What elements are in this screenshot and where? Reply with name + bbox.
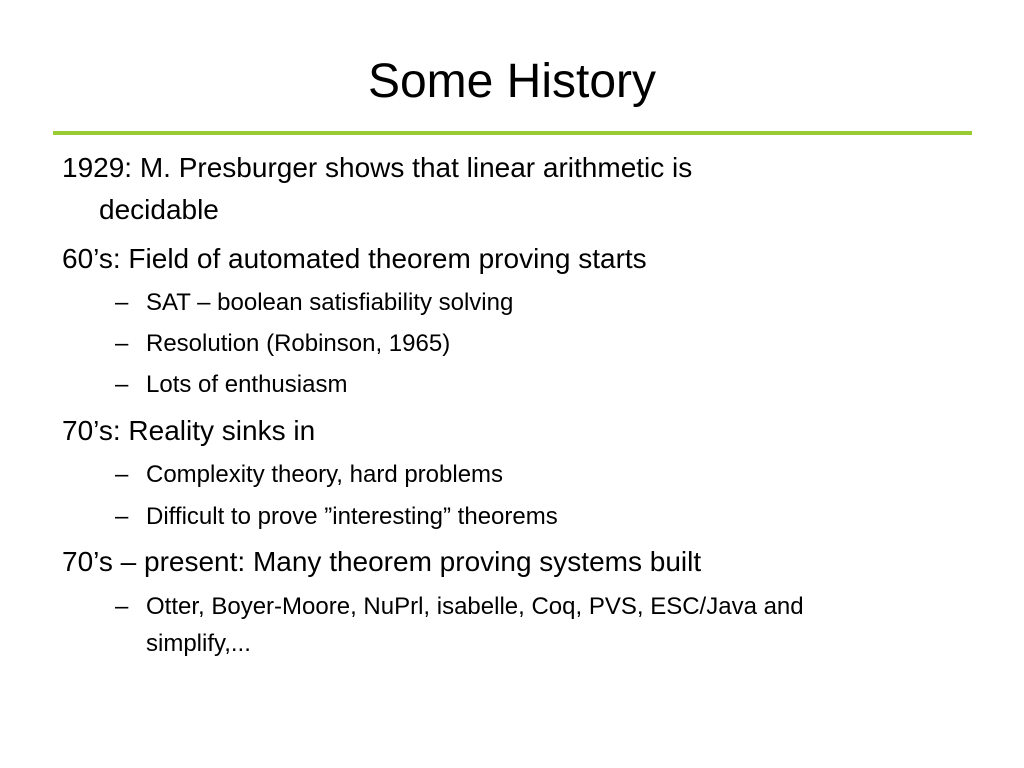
sub-bullet-dash: –: [115, 289, 129, 316]
sub-bullet-difficult: Difficult to prove ”interesting” theorems: [146, 503, 558, 530]
slide-title: Some History: [367, 55, 657, 108]
sub-bullet-dash: –: [115, 330, 129, 357]
sub-bullet-dash: –: [115, 503, 129, 530]
sub-bullet-systems-line1: Otter, Boyer-Moore, NuPrl, isabelle, Coq, PVS, ESC/Java and: [146, 593, 804, 620]
sub-bullet-resolution: Resolution (Robinson, 1965): [146, 330, 451, 357]
bullet-70s: 70’s: Reality sinks in: [62, 415, 316, 446]
sub-bullet-systems-line2: simplify,...: [146, 630, 251, 657]
bullet-60s: 60’s: Field of automated theorem proving starts: [62, 243, 647, 274]
sub-bullet-dash: –: [115, 461, 129, 488]
sub-bullet-sat: SAT – boolean satisfiability solving: [146, 289, 514, 316]
bullet-70s-present: 70’s – present: Many theorem proving systems built: [62, 546, 702, 577]
sub-bullet-dash: –: [115, 371, 129, 398]
bullet-1929-line1: 1929: M. Presburger shows that linear arithmetic is: [62, 152, 693, 183]
sub-bullet-complexity: Complexity theory, hard problems: [146, 461, 504, 488]
sub-bullet-enthusiasm: Lots of enthusiasm: [146, 371, 348, 398]
sub-bullet-dash: –: [115, 593, 129, 620]
bullet-1929-line2: decidable: [99, 194, 219, 225]
